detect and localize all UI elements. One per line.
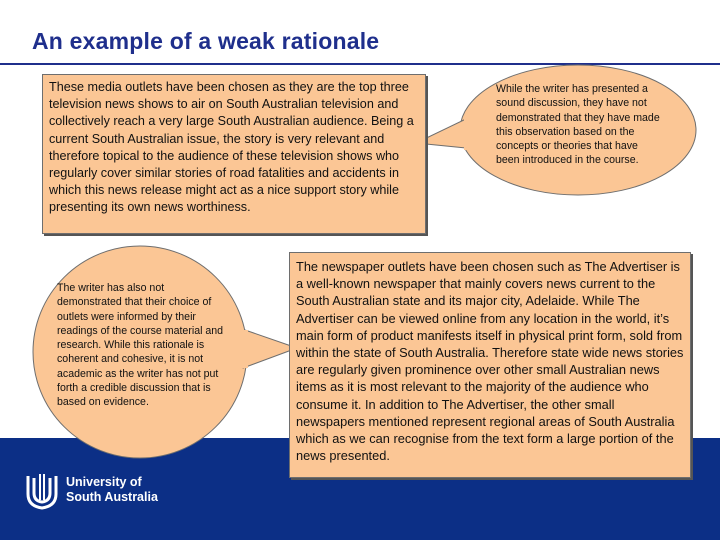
callout-text-left: The writer has also not demonstrated that their choice of outlets were informed by their readings of the course material and research. While this rationale is coherent and cohesive, it is not academic as the writer has not put forth a credible discussion that is based on evidence. (57, 282, 224, 409)
logo-wordmark (66, 475, 158, 505)
logo-line-2: South Australia (66, 490, 158, 504)
unisa-emblem-icon (24, 470, 60, 510)
university-logo (24, 470, 158, 510)
slide-title: An example of a weak rationale (32, 28, 380, 54)
rationale-box-newspaper: The newspaper outlets have been chosen such as The Advertiser is a well-known newspaper that mainly covers news current to the South Australian state and its major city, Adelaide. While The Advertiser can be viewed online from any location in the world, it’s main form of product manifests itself in physical print form, sold from within the state of South Australia. Therefore state wide news stories are regularly given prominence over other small Australian news items as it is most relevant to the majority of the audience who consume it. In addition to The Advertiser, the other small newspapers mentioned represent regional areas of South Australia which as we can recognise from the text form a large portion of the news presented. (289, 252, 691, 478)
logo-line-1: University of (66, 475, 142, 489)
callout-text-right: While the writer has presented a sound discussion, they have not demonstrated that they have made this observation based on the concepts or theories that have been introduced in the course. (496, 83, 660, 167)
rationale-box-television: These media outlets have been chosen as they are the top three television news shows to air on South Australian television and collectively reach a very large South Australian audience. Being a current South Australian issue, the story is very relevant and therefore topical to the audience of these television shows who regularly cover similar stories of road fatalities and accidents in which this news release might act as a nice support story while presenting its own news worthiness. (42, 74, 426, 234)
